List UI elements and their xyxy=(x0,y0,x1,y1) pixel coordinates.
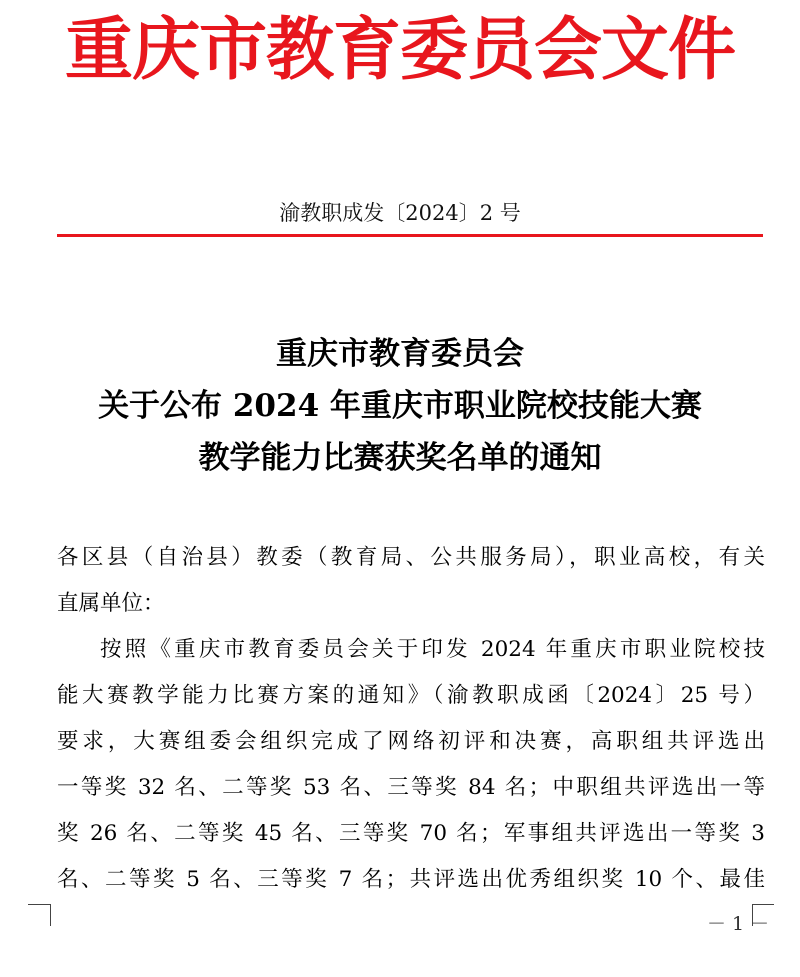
notice-title xyxy=(0,328,800,484)
paragraph-line: 名、二等奖 5 名、三等奖 7 名；共评选出优秀组织奖 10 个、最佳 xyxy=(57,867,765,892)
crop-mark-left-horizontal xyxy=(28,904,50,905)
document-number: 渝教职成发〔2024〕2 号 xyxy=(279,201,521,225)
title-line-1: 重庆市教育委员会 xyxy=(276,336,524,372)
document-masthead: 重庆市教育委员会文件 xyxy=(64,11,735,90)
notice-body xyxy=(57,535,765,903)
red-divider-line xyxy=(57,234,763,237)
salutation-line-2: 直属单位： xyxy=(57,591,165,616)
crop-mark-left-vertical xyxy=(50,904,51,926)
paragraph-line: 要求，大赛组委会组织完成了网络初评和决赛，高职组共评选出 xyxy=(57,729,765,754)
title-line-2: 关于公布 2024 年重庆市职业院校技能大赛 xyxy=(98,388,702,424)
title-line-3: 教学能力比赛获奖名单的通知 xyxy=(198,440,602,476)
body-paragraph xyxy=(57,627,765,903)
paragraph-line: 奖 26 名、二等奖 45 名、三等奖 70 名；军事组共评选出一等奖 3 xyxy=(57,821,765,846)
salutation-line-1: 各区县（自治县）教委（教育局、公共服务局），职业高校，有关 xyxy=(57,545,765,570)
salutation xyxy=(57,535,765,627)
paragraph-line: 按照《重庆市教育委员会关于印发 2024 年重庆市职业院校技 xyxy=(100,637,765,662)
crop-mark-right-horizontal xyxy=(752,904,774,905)
paragraph-line: 一等奖 32 名、二等奖 53 名、三等奖 84 名；中职组共评选出一等 xyxy=(57,775,765,800)
paragraph-line: 能大赛教学能力比赛方案的通知》（渝教职成函〔2024〕25 号） xyxy=(57,683,765,708)
page-number: － 1 － xyxy=(707,913,770,935)
